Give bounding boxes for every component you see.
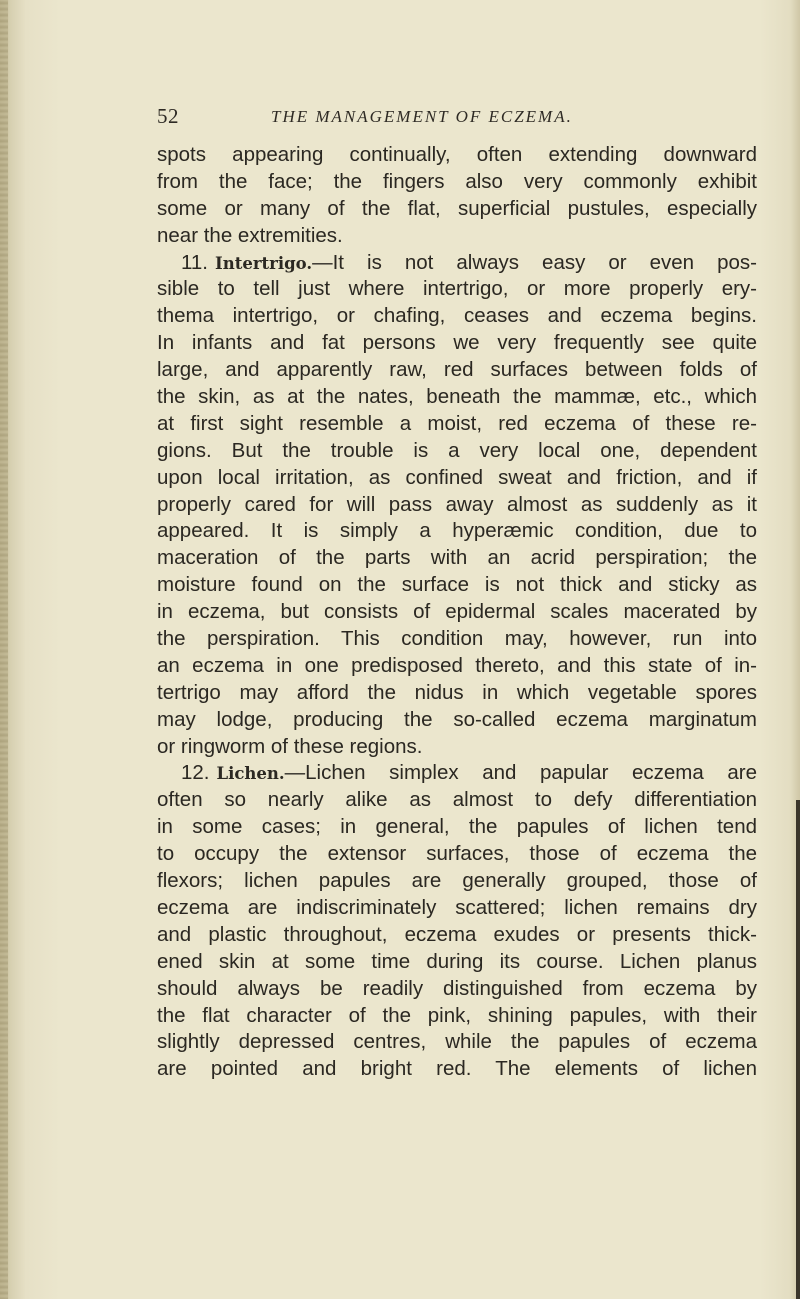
running-title: THE MANAGEMENT OF ECZEMA. [271, 107, 573, 126]
text-line: from the face; the fingers also very commonly exhibit [157, 169, 757, 193]
section-11-first-line [157, 250, 757, 277]
text-line: the flat character of the pink, shining papules, with their [157, 1003, 757, 1027]
text-line: in some cases; in general, the papules of lichen tend [157, 815, 757, 839]
page-right-edge [796, 800, 800, 1299]
text-line: appeared. It is simply a hyperæmic condition, due to [157, 519, 757, 543]
text-line: spots appearing continually, often extending downward [157, 143, 757, 166]
text-line: tertrigo may afford the nidus in which vegetable spores [157, 680, 757, 704]
text-line: the skin, as at the nates, beneath the mammæ, etc., which [157, 385, 757, 409]
text-line: an eczema in one predisposed thereto, and this state of in- [157, 653, 757, 677]
text-line: in eczema, but consists of epidermal scales macerated by [157, 600, 757, 624]
text-line: should always be readily distinguished from eczema by [157, 976, 757, 1000]
text-line: often so nearly alike as almost to defy differentiation [157, 788, 757, 812]
text-line: ened skin at some time during its course. Lichen planus [157, 949, 757, 973]
text-line: flexors; lichen papules are generally grouped, those of [157, 869, 757, 893]
text-line: some or many of the flat, superficial pustules, especially [157, 196, 757, 220]
text-line: properly cared for will pass away almost as suddenly as it [157, 492, 757, 516]
text-line: slightly depressed centres, while the papules of eczema [157, 1030, 757, 1054]
section-text: —It is not always easy or even pos- [312, 250, 757, 274]
section-number: 12. [181, 761, 210, 785]
text-line: the perspiration. This condition may, however, run into [157, 627, 757, 651]
text-line: to occupy the extensor surfaces, those of eczema the [157, 842, 757, 866]
text-line: and plastic throughout, eczema exudes or presents thick- [157, 922, 757, 946]
text-line: large, and apparently raw, red surfaces between folds of [157, 358, 757, 382]
running-header [157, 104, 757, 134]
text-line: at first sight resemble a moist, red eczema of these re- [157, 411, 757, 435]
body-text [157, 142, 757, 1083]
text-line: thema intertrigo, or chafing, ceases and eczema begins. [157, 304, 757, 328]
text-line: maceration of the parts with an acrid perspiration; the [157, 546, 757, 570]
text-line: moisture found on the surface is not thick and sticky as [157, 573, 757, 597]
text-line: eczema are indiscriminately scattered; lichen remains dry [157, 895, 757, 919]
text-line: are pointed and bright red. The elements of lichen [157, 1057, 757, 1081]
section-heading: Lichen. [216, 764, 285, 784]
text-line: sible to tell just where intertrigo, or more properly ery- [157, 277, 757, 301]
text-line: or ringworm of these regions. [157, 734, 423, 758]
section-heading: Intertrigo. [214, 253, 313, 273]
page-spine-edge [0, 0, 8, 1299]
page-number: 52 [157, 104, 179, 128]
section-text: —Lichen simplex and papular eczema are [284, 761, 757, 785]
section-12-first-line [157, 760, 757, 787]
text-line: near the extremities. [157, 223, 343, 247]
text-line: may lodge, producing the so-called eczema marginatum [157, 707, 757, 731]
text-line: In infants and fat persons we very frequently see quite [157, 331, 757, 355]
text-line: gions. But the trouble is a very local one, dependent [157, 438, 757, 462]
section-number: 11. [181, 250, 208, 274]
text-line: upon local irritation, as confined sweat and friction, and if [157, 465, 757, 489]
